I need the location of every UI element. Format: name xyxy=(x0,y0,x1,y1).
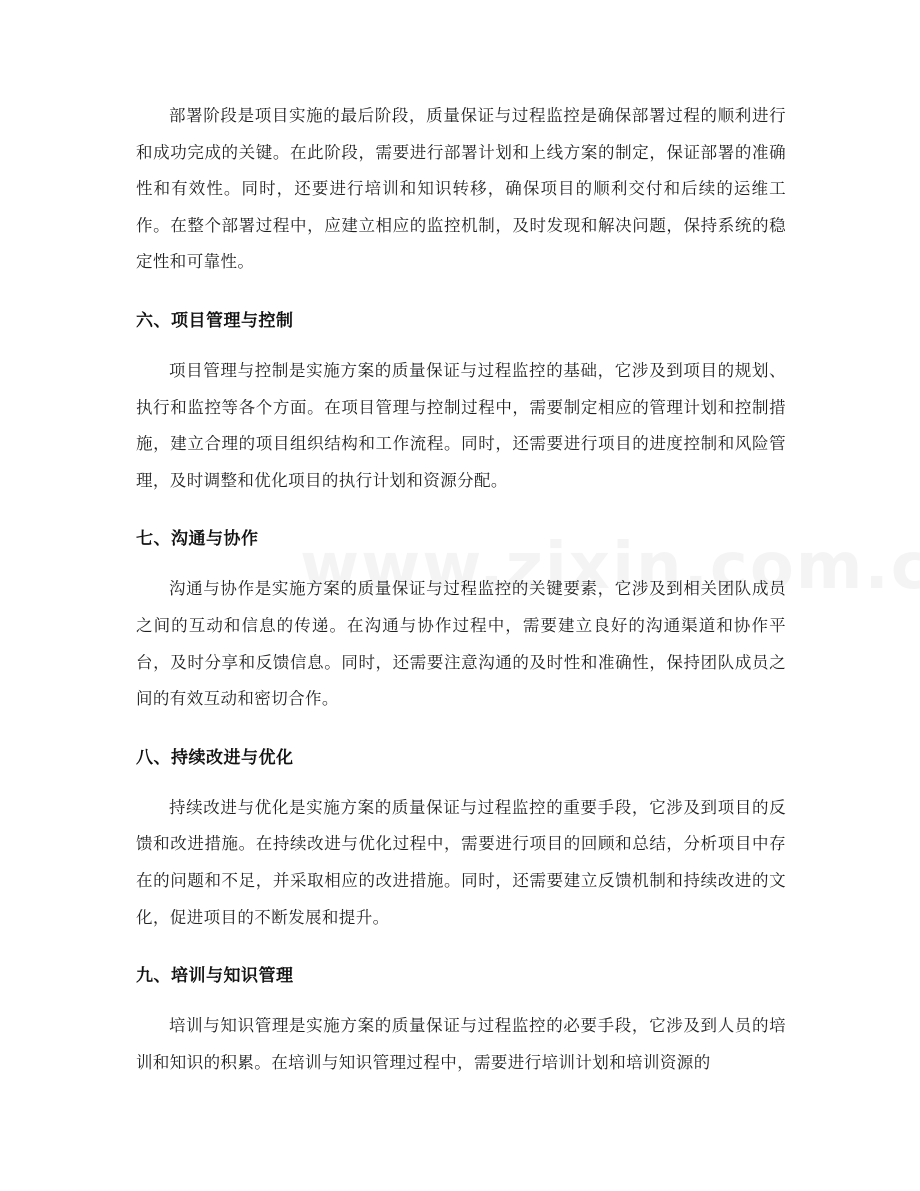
section-heading: 六、项目管理与控制 xyxy=(136,310,294,331)
spacer xyxy=(136,551,786,571)
section-heading: 七、沟通与协作 xyxy=(136,529,259,550)
section-heading: 九、培训与知识管理 xyxy=(136,966,294,987)
spacer xyxy=(136,499,786,527)
spacer xyxy=(136,333,786,353)
section-heading: 八、持续改进与优化 xyxy=(136,747,294,768)
section-paragraph: 沟通与协作是实施方案的质量保证与过程监控的关键要素，它涉及到相关团队成员之间的互动和信息的传递。在沟通与协作过程中，需要建立良好的沟通渠道和协作平台，及时分享和反馈信息。同时，还需要注意沟通的及时性和准确性，保持团队成员之间的有效互动和密切合作。 xyxy=(136,579,786,709)
spacer xyxy=(136,281,786,309)
intro-paragraph: 部署阶段是项目实施的最后阶段，质量保证与过程监控是确保部署过程的顺利进行和成功完成的关键。在此阶段，需要进行部署计划和上线方案的制定，保证部署的准确性和有效性。同时，还要进行培训和知识转移，确保项目的顺利交付和后续的运维工作。在整个部署过程中，应建立相应的监控机制，及时发现和解决问题，保持系统的稳定性和可靠性。 xyxy=(136,106,786,272)
spacer xyxy=(136,936,786,964)
section-paragraph: 项目管理与控制是实施方案的质量保证与过程监控的基础，它涉及到项目的规划、执行和监控等各个方面。在项目管理与控制过程中，需要制定相应的管理计划和控制措施，建立合理的项目组织结构和工作流程。同时，还需要进行项目的进度控制和风险管理，及时调整和优化项目的执行计划和资源分配。 xyxy=(136,360,786,490)
document-body xyxy=(136,98,786,1081)
spacer xyxy=(136,988,786,1008)
spacer xyxy=(136,770,786,790)
section-paragraph: 培训与知识管理是实施方案的质量保证与过程监控的必要手段，它涉及到人员的培训和知识的积累。在培训与知识管理过程中，需要进行培训计划和培训资源的 xyxy=(136,1016,786,1072)
section-paragraph: 持续改进与优化是实施方案的质量保证与过程监控的重要手段，它涉及到项目的反馈和改进措施。在持续改进与优化过程中，需要进行项目的回顾和总结，分析项目中存在的问题和不足，并采取相应的改进措施。同时，还需要建立反馈机制和持续改进的文化，促进项目的不断发展和提升。 xyxy=(136,797,786,927)
spacer xyxy=(136,718,786,746)
